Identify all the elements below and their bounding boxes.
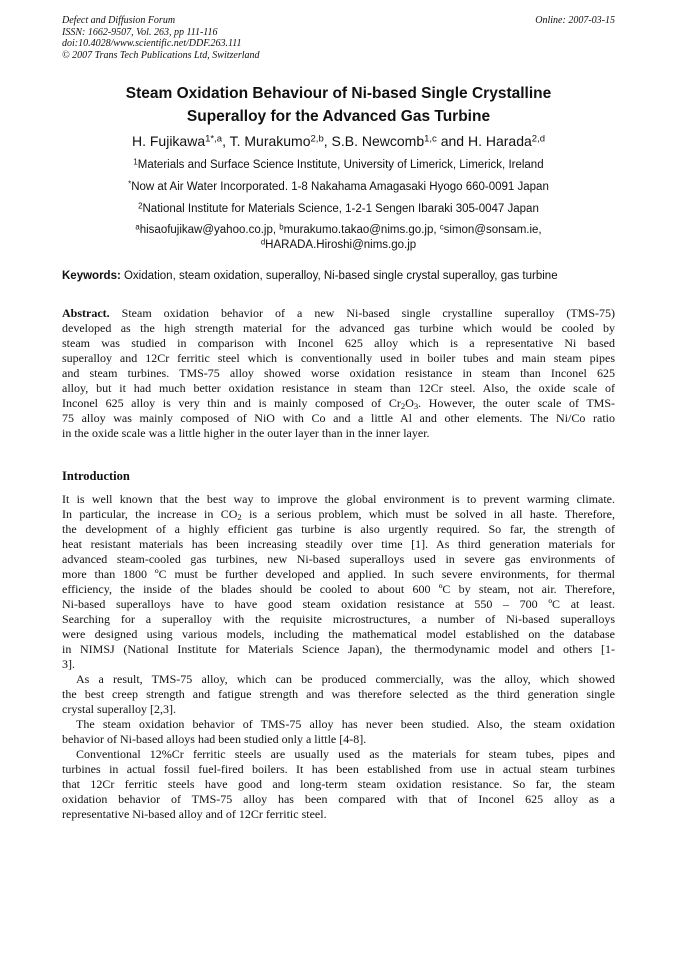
author-1: H. Fujikawa	[131, 133, 206, 149]
author-1-sup: 1*,a	[205, 133, 223, 145]
email-d-sup: d	[260, 237, 266, 247]
intro-line: advanced steam-cooled gas turbines, new Ni-based superalloys used in severe gas environments of	[62, 552, 615, 566]
email-c[interactable]: simon@sonsam.ie,	[443, 224, 542, 236]
abstract-line: steam was studied in comparison with Inconel 625 alloy which is a representative Ni based	[62, 336, 615, 350]
email-d[interactable]: HARADA.Hiroshi@nims.go.jp	[265, 239, 417, 251]
email-list	[62, 223, 615, 253]
email-c-sup: c	[439, 222, 444, 232]
abstract-line: superalloy and 12Cr ferritic steel which is conventionally used in boiler tubes and main steam pipes	[62, 351, 615, 365]
intro-line: behavior of Ni-based alloys had been studied only a little [4-8].	[62, 732, 367, 746]
abstract-line: Abstract. Steam oxidation behavior of a new Ni-based single crystalline superalloy (TMS-75)	[62, 306, 615, 320]
intro-line: more than 1800 ºC must be further developed and applied. In such severe environments, for thermal	[62, 567, 615, 581]
intro-line: It is well known that the best way to improve the global environment is to prevent warming climate.	[62, 492, 615, 506]
affiliation-1-text: Materials and Surface Science Institute, University of Limerick, Limerick, Ireland	[137, 159, 544, 171]
intro-line: in NIMSJ (National Institute for Materials Science Japan), the thermodynamic model and others [1-	[62, 642, 615, 656]
affiliation-current-text: Now at Air Water Incorporated. 1-8 Nakahama Amagasaki Hyogo 660-0091 Japan	[131, 181, 549, 193]
author-4-sup: 2,d	[531, 133, 546, 145]
intro-line: the best creep strength and fatigue strength and was therefore selected as the third generation single	[62, 687, 615, 701]
abstract-line: in the oxide scale was a little higher in the outer layer than in the inner layer.	[62, 426, 430, 440]
intro-line: crystal superalloy [2,3].	[62, 702, 176, 716]
journal-name: Defect and Diffusion Forum	[62, 15, 176, 26]
intro-line: that 12Cr ferritic steels have good and long-term steam oxidation resistance. So far, the steam	[62, 777, 615, 791]
affiliation-current-sup: *	[128, 179, 132, 189]
affiliation-1-sup: 1	[133, 157, 138, 167]
intro-line: Ni-based superalloys have to have good steam oxidation resistance at 550 – 700 ºC at least.	[62, 597, 615, 611]
author-list	[62, 132, 615, 150]
title-line-1: Steam Oxidation Behaviour of Ni-based Single Crystalline	[125, 85, 552, 102]
abstract	[62, 306, 615, 441]
online-date: Online: 2007-03-15	[535, 15, 615, 26]
keywords	[62, 269, 615, 284]
affiliation-1	[62, 158, 615, 173]
email-line-2	[62, 238, 615, 253]
intro-line: Searching for a superalloy with the requisite microstructures, a number of Ni-based superalloys	[62, 612, 615, 626]
journal-header	[62, 15, 442, 61]
affiliation-2-text: National Institute for Materials Science, 1-2-1 Sengen Ibaraki 305-0047 Japan	[142, 203, 539, 215]
author-3: S.B. Newcomb	[331, 133, 425, 149]
paper-title	[62, 82, 615, 128]
intro-line: the development of a highly efficient gas turbine is also urgently required. So far, the strength of	[62, 522, 615, 536]
abstract-line: Inconel 625 alloy is very thin and is mainly composed of $Cr_2O_3$. However, the outer scale of TMS-	[62, 396, 615, 411]
copyright-line: © 2007 Trans Tech Publications Ltd, Switzerland	[62, 49, 260, 61]
doi-line: doi:10.4028/www.scientific.net/DDF.263.111	[62, 38, 242, 49]
abstract-line: and steam turbines. TMS-75 alloy showed worse oxidation resistance in steam than Inconel 625	[62, 366, 615, 380]
title-line-2: Superalloy for the Advanced Gas Turbine	[186, 108, 491, 125]
issn-line: ISSN: 1662-9507, Vol. 263, pp 111-116	[62, 26, 218, 38]
intro-line: Conventional 12%Cr ferritic steels are usually used as the materials for steam tubes, pipes and	[76, 747, 615, 761]
affiliation-current	[62, 180, 615, 195]
abstract-line: developed as the high strength material for the advanced gas turbine which would be cooled by	[62, 321, 615, 335]
intro-line: turbines in actual fossil fuel-fired boilers. It has been established from use in actual steam turbines	[62, 762, 615, 776]
author-sep: and	[436, 133, 468, 149]
email-b-sup: b	[279, 222, 284, 232]
intro-line: In particular, the increase in $CO_2$ is a serious problem, which must be solved in all haste. Therefore,	[62, 507, 615, 522]
email-a-sup: a	[135, 222, 140, 232]
intro-line: were designed using various models, including the mathematical model established on the database	[62, 627, 615, 641]
intro-line: As a result, TMS-75 alloy, which can be produced commercially, was the alloy, which showed	[76, 672, 615, 686]
keywords-text: Oxidation, steam oxidation, superalloy, Ni-based single crystal superalloy, gas turbine	[120, 270, 558, 282]
email-a[interactable]: hisaofujikaw@yahoo.co.jp,	[139, 224, 280, 236]
author-sep: ,	[222, 133, 230, 149]
intro-line: heat resistant materials has been increasing steadily over time [1]. As third generation materials for	[62, 537, 615, 551]
author-3-sup: 1,c	[424, 133, 437, 145]
abstract-label: Abstract.	[62, 306, 110, 320]
author-2-sup: 2,b	[310, 133, 324, 145]
author-4: H. Harada	[467, 133, 532, 149]
affiliation-2	[62, 202, 615, 217]
section-heading-introduction: Introduction	[62, 469, 130, 483]
author-2: T. Murakumo	[229, 133, 311, 149]
affiliation-2-sup: 2	[138, 201, 143, 211]
keywords-label: Keywords:	[62, 270, 121, 282]
introduction-body	[62, 492, 615, 822]
author-sep: ,	[323, 133, 332, 149]
intro-line: representative Ni-based alloy and of 12Cr ferritic steel.	[62, 807, 327, 821]
intro-line: 3].	[62, 657, 75, 671]
email-b[interactable]: murakumo.takao@nims.go.jp,	[283, 224, 440, 236]
email-line-1	[62, 223, 615, 238]
intro-line: The steam oxidation behavior of TMS-75 alloy has never been studied. Also, the steam oxidation	[76, 717, 615, 731]
abstract-line: alloy, but it had much better oxidation resistance in steam than 12Cr steel. Also, the oxide scale of	[62, 381, 615, 395]
abstract-line: 75 alloy was mainly composed of NiO with Co and a little Al and other elements. The Ni/Co ratio	[62, 411, 615, 425]
intro-line: efficiency, the inside of the blades should be cooled to about 600 ºC by steam, not air. Therefore,	[62, 582, 615, 596]
intro-line: oxidation behavior of TMS-75 alloy has been compared with that of Inconel 625 alloy as a	[62, 792, 615, 806]
